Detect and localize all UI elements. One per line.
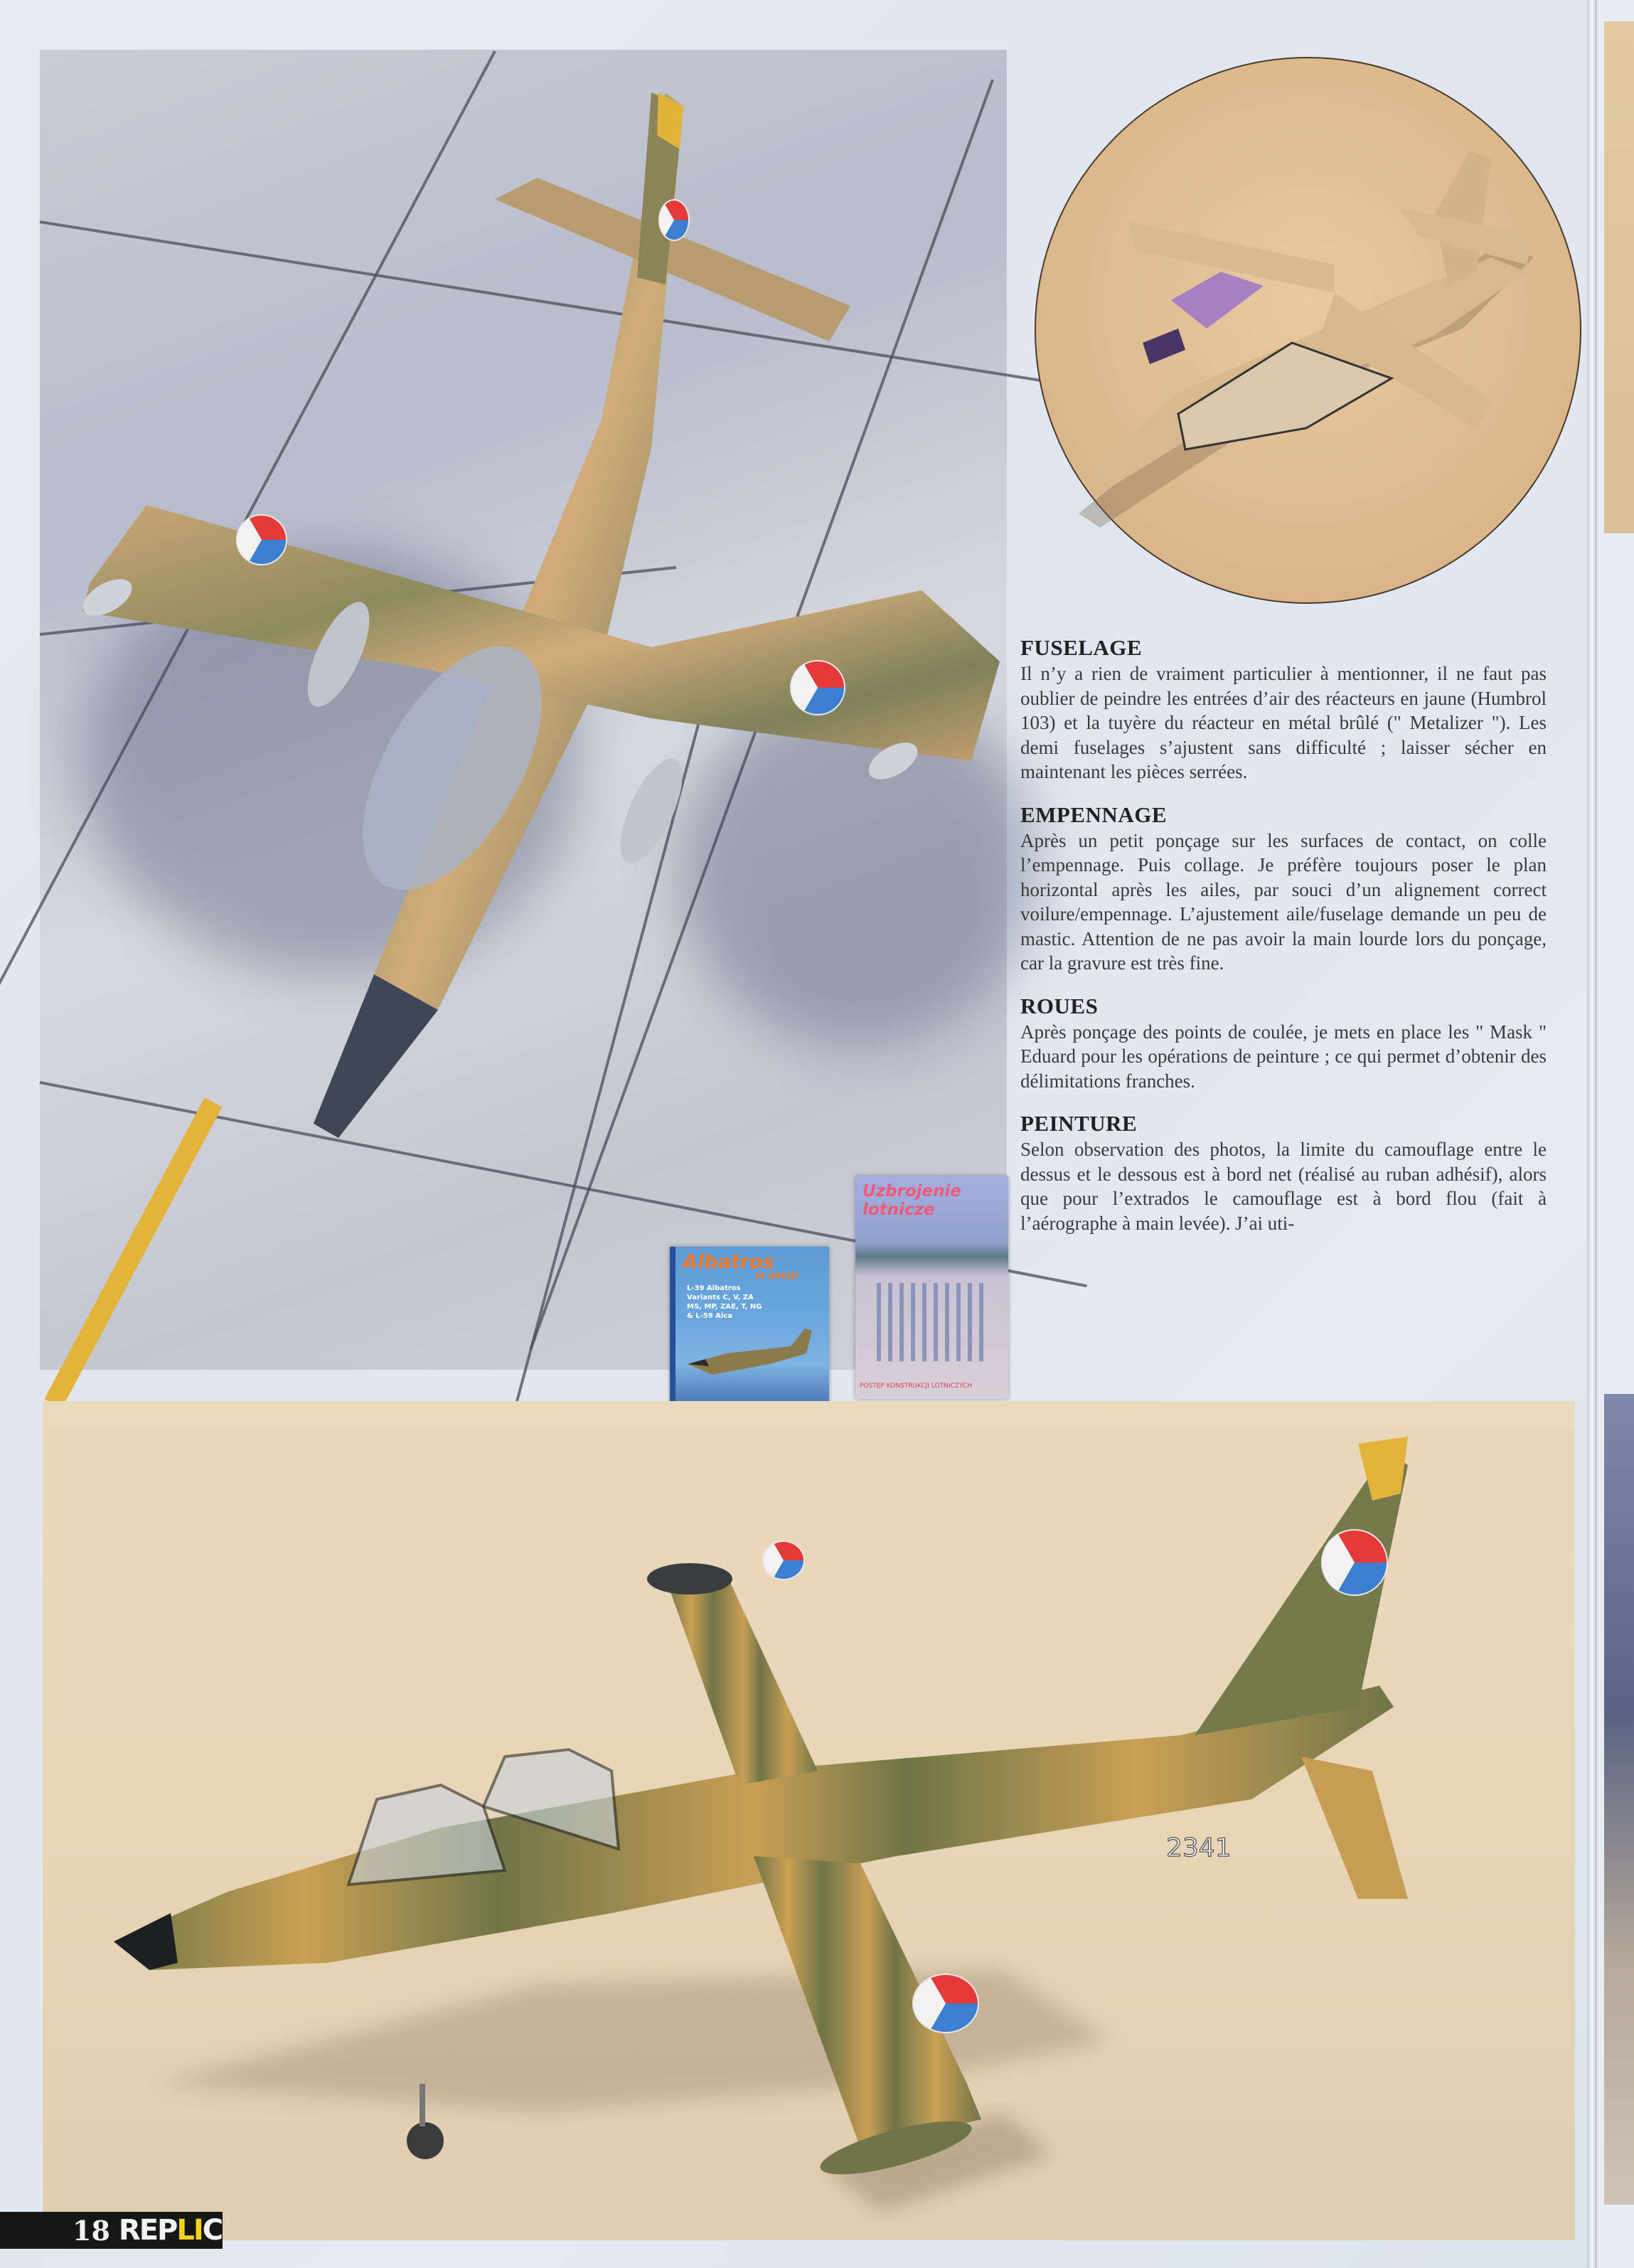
next-page-photo-sliver [1604,1394,1634,2205]
cover-line: MS, MP, ZAE, T, NG [687,1303,762,1311]
section-body: Après un petit ponçage sur les surfaces de contact, on colle l’empennage. Puis collage. Je préfère toujours poser le plan horizontal après les ailes, par souci d’un alignement correct voilure/empennage. L’ajustement aile/fuselage demande un peu de mastic. Attention de ne pas avoir la main lourde lors du ponçage, car la gravure est très fine. [1020,829,1547,974]
reference-book-cover-albatros [670,1247,829,1403]
magazine-logo [119,2214,222,2247]
section-body: Selon observation des photos, la limite du camouflage entre le dessus et le dessous est à bord net (réalisé au ruban adhésif), alors que pour l’extrados le camouflage est à bord flou (fait à l’aérographe à main levée). J’ai uti- [1020,1139,1547,1234]
cover-footer: POSTĘP KONSTRUKCJI LOTNICZYCH [860,1383,973,1390]
cover-line: & L-59 Alca [687,1312,732,1320]
page-number: 18 [73,2214,110,2247]
section-body: Il n’y a rien de vraiment particulier à mentionner, il ne faut pas oublier de peindre les entrées d’air des réacteurs en jaune (Humbrol 103) et la tuyère du réacteur en métal brûlé (" Metalizer "). Les demi fuselages s’ajustent sans difficulté ; laisser sécher en maintenant les pièces serrées. [1020,663,1547,782]
section-heading: FUSELAGE [1020,635,1143,660]
cover-weapons-array [877,1283,990,1361]
article-text-column [1020,634,1547,1252]
cover-spine-strip [670,1247,676,1403]
section-empennage [1020,802,1547,976]
czech-roundel-fin [1321,1529,1388,1596]
cover-subtitle: in detail [755,1271,799,1282]
logo-highlight: LI [176,2214,203,2247]
czech-roundel-upper-wing [762,1540,805,1580]
section-fuselage [1020,634,1547,784]
cover-title: Albatros [683,1251,774,1273]
photo-top-model-on-concrete [40,50,1007,1390]
page-spine [1587,0,1597,2268]
aircraft-model-side-view [43,1401,1575,2240]
czech-roundel-fin [658,199,690,241]
unpainted-model-on-stand [1036,58,1580,602]
section-heading: EMPENNAGE [1020,802,1167,827]
next-page-photo-sliver [1604,21,1634,533]
section-heading: PEINTURE [1020,1111,1138,1136]
logo-part: C [202,2214,223,2247]
section-heading: ROUES [1020,993,1099,1018]
next-page-edge [1597,0,1634,2268]
czech-roundel-lower-wing [912,1974,979,2033]
photo-bottom-model-side-view [43,1401,1575,2240]
page-folio [0,2212,223,2249]
cover-line: Variants C, V, ZA [687,1294,754,1301]
cover-line: L-39 Albatros [687,1284,741,1292]
tail-number: 2341 [1166,1833,1232,1863]
section-roues [1020,993,1547,1094]
logo-part: REP [118,2214,177,2247]
section-body: Après ponçage des points de coulée, je mets en place les " Mask " Eduard pour les opérations de peinture ; ce qui permet d’obtenir des délimitations franches. [1020,1021,1547,1092]
section-peinture [1020,1110,1547,1235]
cover-title: Uzbrojenie lotnicze [863,1182,962,1219]
cover-lines [687,1284,762,1321]
reference-book-cover-uzbrojenie [855,1176,1008,1399]
czech-roundel-right-wing [790,660,845,715]
cover-jet-photo [684,1325,819,1389]
czech-roundel-left-wing [236,514,287,565]
aircraft-model-top-view [40,50,1007,1370]
photo-circle-assembly [1035,57,1581,604]
